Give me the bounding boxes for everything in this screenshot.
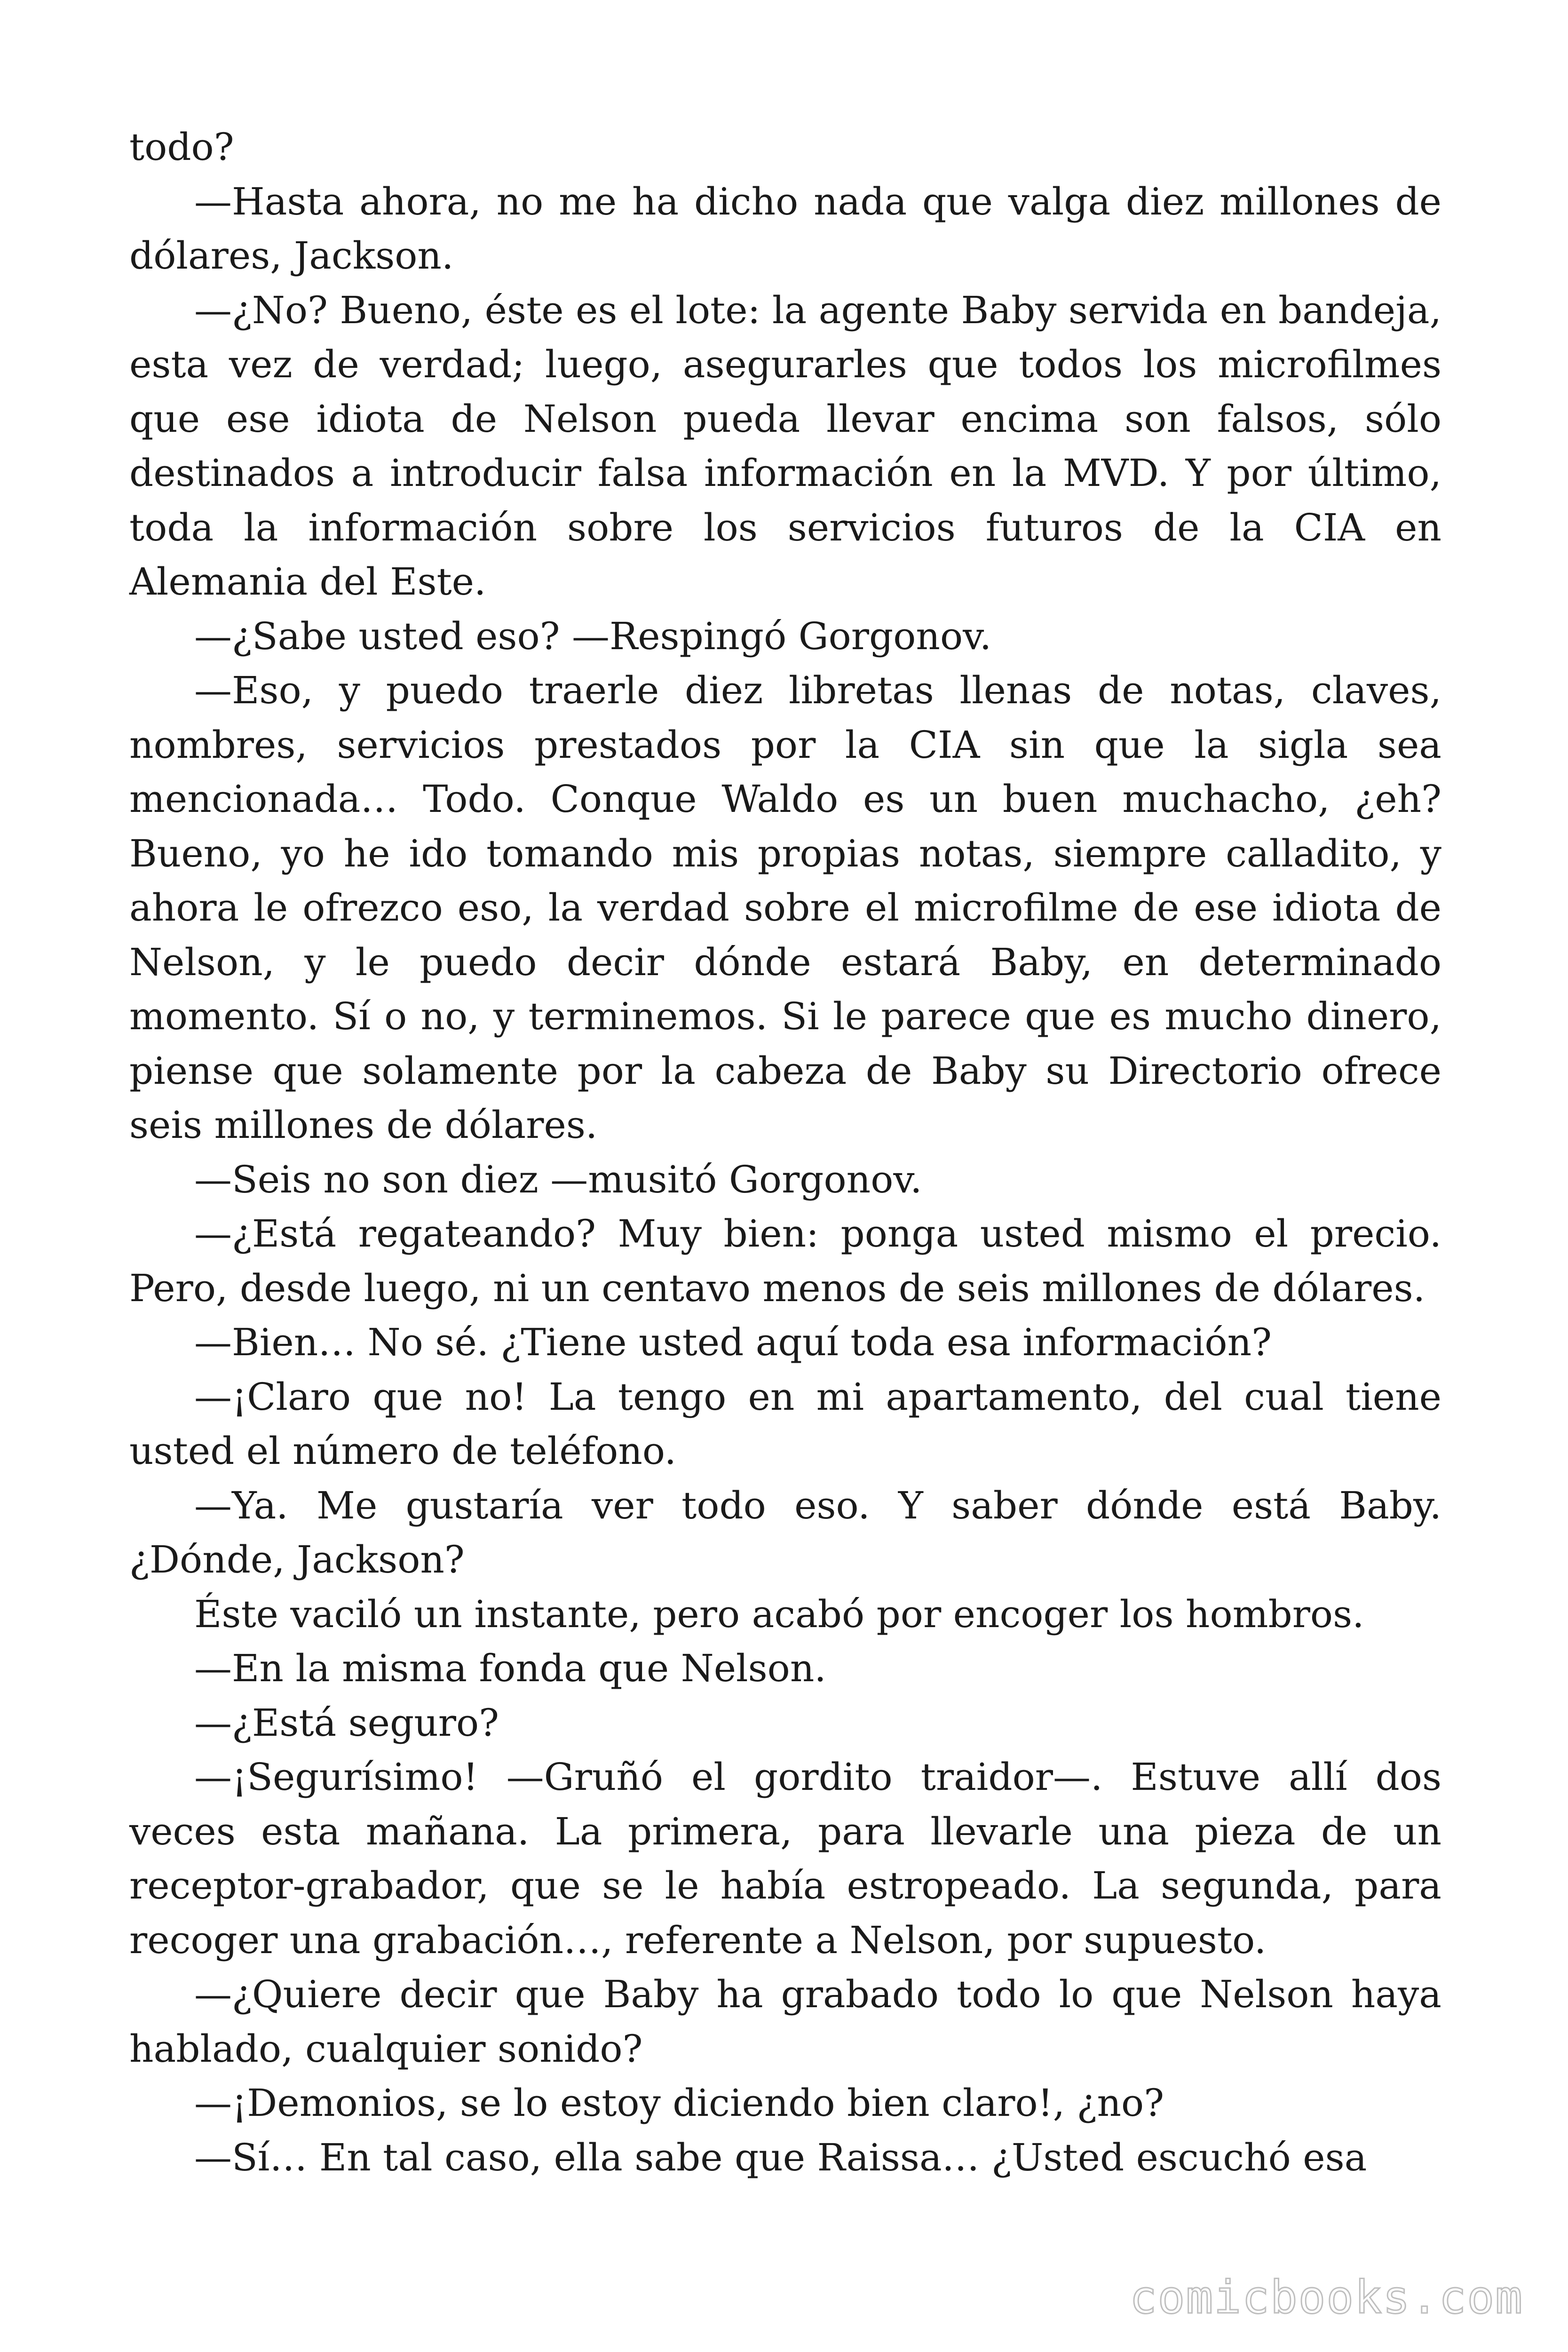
paragraph: —¿Sabe usted eso? —Respingó Gorgonov. [194, 614, 992, 658]
paragraph: todo? [129, 125, 234, 169]
paragraph: Éste vaciló un instante, pero acabó por encoger los hombros. [194, 1592, 1364, 1636]
paragraph: —Eso, y puedo traerle diez libretas llenas de notas, claves, nombres, servicios prestados por la CIA sin que la sigla sea mencionada… Todo. Conque Waldo es un buen muchacho, ¿eh? Bueno, yo he ido tomando mis propias notas, siempre calladito, y ahora le ofrezco eso, la verdad sobre el microfilme de ese idiota de Nelson, y le puedo decir dónde estará Baby, en determinado momento. Sí o no, y terminemos. Si le parece que es mucho dinero, piense que solamente por la cabeza de Baby su Directorio ofrece seis millones de dólares. [129, 668, 1441, 1147]
paragraph: —¡Segurísimo! —Gruñó el gordito traidor—. Estuve allí dos veces esta mañana. La primera, para llevarle una pieza de un receptor-grabador, que se le había estropeado. La segunda, para recoger una grabación…, referente a Nelson, por supuesto. [129, 1755, 1441, 1962]
paragraph: —¿Quiere decir que Baby ha grabado todo lo que Nelson haya hablado, cualquier sonido? [129, 1972, 1441, 2071]
paragraph: —Hasta ahora, no me ha dicho nada que valga diez millones de dólares, Jackson. [129, 179, 1441, 278]
paragraph: —¿No? Bueno, éste es el lote: la agente Baby servida en bandeja, esta vez de verdad; luego, asegurarles que todos los microfilmes que ese idiota de Nelson pueda llevar encima son falsos, sólo destinados a introducir falsa información en la MVD. Y por último, toda la información sobre los servicios futuros de la CIA en Alemania del Este. [129, 288, 1441, 604]
paragraph: —Ya. Me gustaría ver todo eso. Y saber dónde está Baby. ¿Dónde, Jackson? [129, 1483, 1441, 1581]
paragraph: —¿Está seguro? [194, 1700, 499, 1745]
paragraph: —Sí… En tal caso, ella sabe que Raissa… ¿Usted escuchó esa [194, 2135, 1367, 2179]
paragraph: —¡Claro que no! La tengo en mi apartamento, del cual tiene usted el número de teléfono. [129, 1375, 1441, 1473]
paragraph: —Seis no son diez —musitó Gorgonov. [194, 1157, 922, 1201]
watermark: comicbooks.com [1129, 2271, 1523, 2324]
paragraph: —Bien… No sé. ¿Tiene usted aquí toda esa información? [194, 1320, 1272, 1364]
paragraph: —En la misma fonda que Nelson. [194, 1646, 826, 1690]
paragraph: —¡Demonios, se lo estoy diciendo bien claro!, ¿no? [194, 2081, 1164, 2125]
paragraph: —¿Está regateando? Muy bien: ponga usted mismo el precio. Pero, desde luego, ni un centavo menos de seis millones de dólares. [129, 1212, 1441, 1310]
book-page-text [129, 120, 1441, 2185]
